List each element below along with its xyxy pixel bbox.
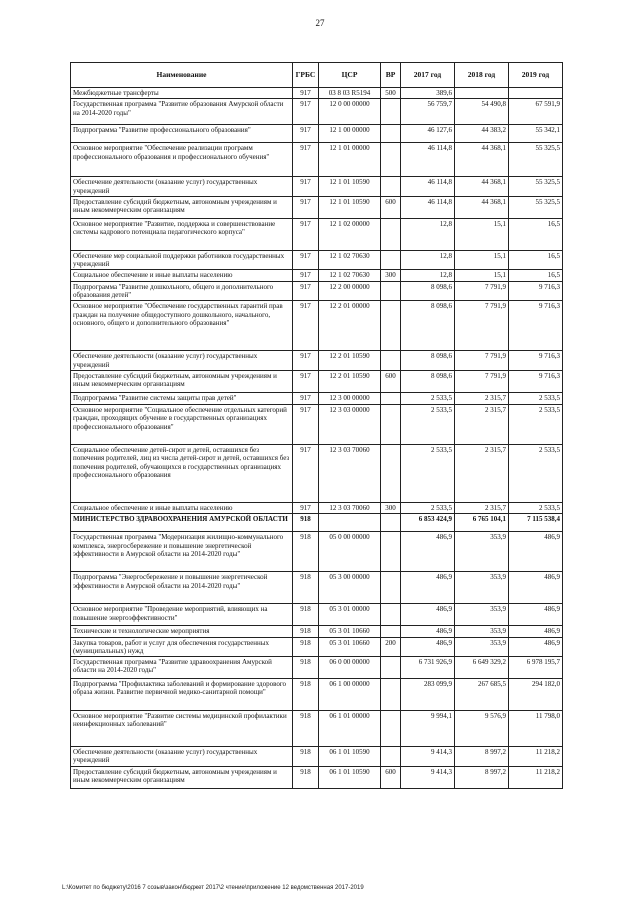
row-csr-cell: 06 0 00 00000 xyxy=(319,657,381,679)
row-vr-cell xyxy=(381,99,401,125)
row-vr-cell xyxy=(381,657,401,679)
row-2017-cell: 389,6 xyxy=(401,88,455,99)
row-2019-cell: 55 325,5 xyxy=(509,196,563,218)
header-2018: 2018 год xyxy=(455,63,509,88)
row-vr-cell xyxy=(381,177,401,197)
row-grbs-cell: 917 xyxy=(293,351,319,371)
header-2017: 2017 год xyxy=(401,63,455,88)
row-csr-cell xyxy=(319,514,381,532)
row-name-cell: Социальное обеспечение и иные выплаты населению xyxy=(71,502,293,513)
row-2018-cell: 15,1 xyxy=(455,218,509,250)
row-2019-cell: 486,9 xyxy=(509,626,563,637)
row-2018-cell: 7 791,9 xyxy=(455,351,509,371)
row-csr-cell: 06 1 01 10590 xyxy=(319,747,381,767)
row-name-cell: Социальное обеспечение и иные выплаты населению xyxy=(71,270,293,281)
row-2018-cell: 9 576,9 xyxy=(455,711,509,747)
row-csr-cell: 12 1 01 10590 xyxy=(319,177,381,197)
row-vr-cell: 600 xyxy=(381,196,401,218)
row-2017-cell: 46 114,8 xyxy=(401,143,455,177)
header-2019: 2019 год xyxy=(509,63,563,88)
row-csr-cell: 06 1 01 00000 xyxy=(319,711,381,747)
row-2017-cell: 12,8 xyxy=(401,218,455,250)
row-2019-cell: 55 325,5 xyxy=(509,143,563,177)
row-grbs-cell: 917 xyxy=(293,196,319,218)
row-2019-cell: 9 716,3 xyxy=(509,301,563,351)
row-2017-cell: 46 114,8 xyxy=(401,196,455,218)
table-row xyxy=(71,218,563,250)
table-row xyxy=(71,143,563,177)
table-row xyxy=(71,444,563,502)
row-2018-cell: 2 315,7 xyxy=(455,392,509,404)
row-grbs-cell: 917 xyxy=(293,177,319,197)
row-csr-cell: 12 0 00 00000 xyxy=(319,99,381,125)
row-grbs-cell: 918 xyxy=(293,626,319,637)
row-csr-cell: 12 2 01 00000 xyxy=(319,301,381,351)
row-grbs-cell: 917 xyxy=(293,444,319,502)
row-2019-cell: 16,5 xyxy=(509,250,563,270)
row-csr-cell: 12 1 01 10590 xyxy=(319,196,381,218)
row-grbs-cell: 918 xyxy=(293,657,319,679)
row-2018-cell: 54 490,8 xyxy=(455,99,509,125)
table-row xyxy=(71,679,563,711)
row-2019-cell: 55 342,1 xyxy=(509,125,563,143)
row-2019-cell: 7 115 538,4 xyxy=(509,514,563,532)
row-2017-cell: 9 414,3 xyxy=(401,747,455,767)
row-name-cell: Государственная программа "Развитие образования Амурской области на 2014-2020 годы" xyxy=(71,99,293,125)
row-2018-cell: 2 315,7 xyxy=(455,404,509,444)
row-vr-cell xyxy=(381,626,401,637)
budget-table xyxy=(70,62,563,789)
row-2017-cell: 2 533,5 xyxy=(401,404,455,444)
row-grbs-cell: 917 xyxy=(293,392,319,404)
row-2018-cell: 8 997,2 xyxy=(455,766,509,788)
row-grbs-cell: 917 xyxy=(293,99,319,125)
table-row xyxy=(71,88,563,99)
table-row xyxy=(71,637,563,657)
row-grbs-cell: 917 xyxy=(293,270,319,281)
footer-path: L:\Комитет по бюджету\2016 7 созыв\закон\бюджет 2017\2 чтение\приложение 12 ведомственная 2017-2019 xyxy=(62,885,364,891)
row-2019-cell: 11 218,2 xyxy=(509,766,563,788)
table-row xyxy=(71,270,563,281)
table-row xyxy=(71,125,563,143)
row-grbs-cell: 917 xyxy=(293,125,319,143)
row-csr-cell: 12 2 01 10590 xyxy=(319,370,381,392)
row-grbs-cell: 918 xyxy=(293,679,319,711)
row-vr-cell: 300 xyxy=(381,270,401,281)
row-vr-cell xyxy=(381,711,401,747)
row-2019-cell: 2 533,5 xyxy=(509,502,563,513)
row-name-cell: Обеспечение деятельности (оказание услуг) государственных учреждений xyxy=(71,177,293,197)
row-grbs-cell: 917 xyxy=(293,404,319,444)
row-2017-cell: 2 533,5 xyxy=(401,444,455,502)
row-name-cell: Основное мероприятие "Социальное обеспечение отдельных категорий граждан, проходящих обучение в государственных организациях профессионального образования" xyxy=(71,404,293,444)
row-grbs-cell: 918 xyxy=(293,637,319,657)
table-row xyxy=(71,572,563,604)
row-2018-cell: 6 649 329,2 xyxy=(455,657,509,679)
row-vr-cell: 600 xyxy=(381,370,401,392)
row-name-cell: МИНИСТЕРСТВО ЗДРАВООХРАНЕНИЯ АМУРСКОЙ ОБЛАСТИ xyxy=(71,514,293,532)
header-vr: ВР xyxy=(381,63,401,88)
row-2019-cell: 486,9 xyxy=(509,532,563,572)
table-row xyxy=(71,351,563,371)
row-2019-cell: 55 325,5 xyxy=(509,177,563,197)
row-csr-cell: 12 1 02 70630 xyxy=(319,250,381,270)
row-csr-cell: 06 1 00 00000 xyxy=(319,679,381,711)
row-2019-cell xyxy=(509,88,563,99)
row-2018-cell: 8 997,2 xyxy=(455,747,509,767)
row-2019-cell: 294 182,0 xyxy=(509,679,563,711)
row-vr-cell xyxy=(381,281,401,301)
table-row xyxy=(71,404,563,444)
row-grbs-cell: 918 xyxy=(293,711,319,747)
row-2018-cell: 15,1 xyxy=(455,270,509,281)
row-grbs-cell: 917 xyxy=(293,370,319,392)
row-grbs-cell: 917 xyxy=(293,88,319,99)
row-csr-cell: 05 3 01 00000 xyxy=(319,604,381,626)
row-2017-cell: 486,9 xyxy=(401,604,455,626)
row-2017-cell: 6 731 926,9 xyxy=(401,657,455,679)
row-name-cell: Межбюджетные трансферты xyxy=(71,88,293,99)
row-name-cell: Технические и технологические мероприятия xyxy=(71,626,293,637)
table-row xyxy=(71,514,563,532)
row-grbs-cell: 918 xyxy=(293,747,319,767)
row-csr-cell: 12 1 02 00000 xyxy=(319,218,381,250)
table-row xyxy=(71,99,563,125)
row-2019-cell: 9 716,3 xyxy=(509,370,563,392)
row-vr-cell xyxy=(381,514,401,532)
table-header-row xyxy=(71,63,563,88)
row-2018-cell: 353,9 xyxy=(455,532,509,572)
row-2018-cell: 7 791,9 xyxy=(455,301,509,351)
row-2019-cell: 2 533,5 xyxy=(509,392,563,404)
row-2018-cell: 353,9 xyxy=(455,637,509,657)
row-name-cell: Предоставление субсидий бюджетным, автономным учреждениям и иным некоммерческим организациям xyxy=(71,766,293,788)
row-vr-cell xyxy=(381,532,401,572)
row-2018-cell: 15,1 xyxy=(455,250,509,270)
row-name-cell: Социальное обеспечение детей-сирот и детей, оставшихся без попечения родителей, лиц из числа детей-сирот и детей, оставшихся без попечения родителей, обучающихся в государственных организациях профессионального образования xyxy=(71,444,293,502)
row-grbs-cell: 918 xyxy=(293,604,319,626)
row-2019-cell: 2 533,5 xyxy=(509,404,563,444)
row-name-cell: Основное мероприятие "Обеспечение государственных гарантий прав граждан на получение общедоступного дошкольного, начального, основного, общего и дополнительного образования" xyxy=(71,301,293,351)
row-vr-cell xyxy=(381,679,401,711)
row-2017-cell: 6 853 424,9 xyxy=(401,514,455,532)
row-2017-cell: 12,8 xyxy=(401,270,455,281)
row-name-cell: Государственная программа "Модернизация жилищно-коммунального комплекса, энергосбережение и повышение энергетической эффективности в Амурской области на 2014-2020 годы" xyxy=(71,532,293,572)
row-2018-cell: 44 383,2 xyxy=(455,125,509,143)
header-csr: ЦСР xyxy=(319,63,381,88)
row-grbs-cell: 918 xyxy=(293,532,319,572)
header-grbs: ГРБС xyxy=(293,63,319,88)
row-2019-cell: 486,9 xyxy=(509,572,563,604)
row-name-cell: Обеспечение мер социальной поддержки работников государственных учреждений xyxy=(71,250,293,270)
row-grbs-cell: 917 xyxy=(293,502,319,513)
row-2017-cell: 46 114,8 xyxy=(401,177,455,197)
table-row xyxy=(71,177,563,197)
row-2018-cell: 353,9 xyxy=(455,572,509,604)
row-csr-cell: 03 8 03 R5194 xyxy=(319,88,381,99)
row-name-cell: Подпрограмма "Развитие дошкольного, общего и дополнительного образования детей" xyxy=(71,281,293,301)
row-csr-cell: 12 2 00 00000 xyxy=(319,281,381,301)
row-grbs-cell: 918 xyxy=(293,514,319,532)
row-csr-cell: 12 1 01 00000 xyxy=(319,143,381,177)
table-row xyxy=(71,301,563,351)
row-vr-cell xyxy=(381,392,401,404)
table-row xyxy=(71,532,563,572)
row-2017-cell: 56 759,7 xyxy=(401,99,455,125)
row-name-cell: Основное мероприятие "Проведение мероприятий, влияющих на повышение энергоэффективности" xyxy=(71,604,293,626)
row-csr-cell: 12 3 03 00000 xyxy=(319,404,381,444)
row-2019-cell: 16,5 xyxy=(509,218,563,250)
row-vr-cell xyxy=(381,125,401,143)
row-csr-cell: 05 3 01 10660 xyxy=(319,626,381,637)
row-2018-cell: 44 368,1 xyxy=(455,177,509,197)
row-vr-cell: 600 xyxy=(381,766,401,788)
row-2017-cell: 8 098,6 xyxy=(401,370,455,392)
row-2017-cell: 2 533,5 xyxy=(401,392,455,404)
row-2018-cell xyxy=(455,88,509,99)
page-number: 27 xyxy=(315,18,325,28)
table-row xyxy=(71,392,563,404)
table-body xyxy=(71,88,563,789)
row-name-cell: Предоставление субсидий бюджетным, автономным учреждениям и иным некоммерческим организациям xyxy=(71,196,293,218)
table-row xyxy=(71,370,563,392)
row-name-cell: Подпрограмма "Развитие профессионального образования" xyxy=(71,125,293,143)
row-vr-cell xyxy=(381,444,401,502)
row-grbs-cell: 917 xyxy=(293,250,319,270)
row-2017-cell: 46 127,6 xyxy=(401,125,455,143)
row-name-cell: Обеспечение деятельности (оказание услуг) государственных учреждений xyxy=(71,747,293,767)
row-vr-cell xyxy=(381,404,401,444)
table-row xyxy=(71,502,563,513)
table-row xyxy=(71,766,563,788)
row-vr-cell: 300 xyxy=(381,502,401,513)
row-grbs-cell: 918 xyxy=(293,572,319,604)
table-row xyxy=(71,747,563,767)
row-2017-cell: 9 994,1 xyxy=(401,711,455,747)
table-row xyxy=(71,604,563,626)
row-name-cell: Подпрограмма "Профилактика заболеваний и формирование здорового образа жизни. Развитие первичной медико-санитарной помощи" xyxy=(71,679,293,711)
row-2019-cell: 6 978 195,7 xyxy=(509,657,563,679)
row-csr-cell: 12 3 03 70060 xyxy=(319,444,381,502)
row-grbs-cell: 917 xyxy=(293,281,319,301)
row-2017-cell: 12,8 xyxy=(401,250,455,270)
row-name-cell: Обеспечение деятельности (оказание услуг) государственных учреждений xyxy=(71,351,293,371)
table-row xyxy=(71,281,563,301)
row-2017-cell: 486,9 xyxy=(401,626,455,637)
table-row xyxy=(71,626,563,637)
row-csr-cell: 12 3 03 70060 xyxy=(319,502,381,513)
row-2017-cell: 2 533,5 xyxy=(401,502,455,513)
row-grbs-cell: 918 xyxy=(293,766,319,788)
row-2019-cell: 67 591,9 xyxy=(509,99,563,125)
row-name-cell: Государственная программа "Развитие здравоохранения Амурской области на 2014-2020 годы" xyxy=(71,657,293,679)
row-csr-cell: 05 3 01 10660 xyxy=(319,637,381,657)
row-vr-cell xyxy=(381,218,401,250)
row-2018-cell: 2 315,7 xyxy=(455,444,509,502)
row-2018-cell: 7 791,9 xyxy=(455,370,509,392)
row-2018-cell: 353,9 xyxy=(455,604,509,626)
row-name-cell: Закупка товаров, работ и услуг для обеспечения государственных (муниципальных) нужд xyxy=(71,637,293,657)
header-name: Наименование xyxy=(71,63,293,88)
row-name-cell: Основное мероприятие "Обеспечение реализации программ профессионального образования и профессионального обучения" xyxy=(71,143,293,177)
row-csr-cell: 12 1 02 70630 xyxy=(319,270,381,281)
row-name-cell: Подпрограмма "Развитие системы защиты прав детей" xyxy=(71,392,293,404)
row-2017-cell: 8 098,6 xyxy=(401,351,455,371)
row-2017-cell: 486,9 xyxy=(401,532,455,572)
row-vr-cell xyxy=(381,143,401,177)
row-2018-cell: 6 765 104,1 xyxy=(455,514,509,532)
row-grbs-cell: 917 xyxy=(293,301,319,351)
row-name-cell: Основное мероприятие "Развитие, поддержка и совершенствование системы кадрового потенциала педагогического корпуса" xyxy=(71,218,293,250)
row-name-cell: Основное мероприятие "Развитие системы медицинской профилактики неинфекционных заболеваний" xyxy=(71,711,293,747)
row-2018-cell: 44 368,1 xyxy=(455,196,509,218)
row-2017-cell: 486,9 xyxy=(401,637,455,657)
row-2019-cell: 16,5 xyxy=(509,270,563,281)
row-2019-cell: 11 798,0 xyxy=(509,711,563,747)
row-vr-cell xyxy=(381,747,401,767)
row-2019-cell: 11 218,2 xyxy=(509,747,563,767)
row-csr-cell: 05 3 00 00000 xyxy=(319,572,381,604)
row-2017-cell: 9 414,3 xyxy=(401,766,455,788)
row-vr-cell xyxy=(381,250,401,270)
row-csr-cell: 12 1 00 00000 xyxy=(319,125,381,143)
row-vr-cell xyxy=(381,572,401,604)
row-2017-cell: 8 098,6 xyxy=(401,281,455,301)
row-2019-cell: 9 716,3 xyxy=(509,281,563,301)
table-row xyxy=(71,250,563,270)
row-2017-cell: 8 098,6 xyxy=(401,301,455,351)
row-2019-cell: 486,9 xyxy=(509,604,563,626)
table-row xyxy=(71,196,563,218)
row-2019-cell: 9 716,3 xyxy=(509,351,563,371)
row-2019-cell: 2 533,5 xyxy=(509,444,563,502)
row-2019-cell: 486,9 xyxy=(509,637,563,657)
row-vr-cell xyxy=(381,351,401,371)
row-grbs-cell: 917 xyxy=(293,218,319,250)
row-vr-cell: 200 xyxy=(381,637,401,657)
row-2018-cell: 267 685,5 xyxy=(455,679,509,711)
row-vr-cell: 500 xyxy=(381,88,401,99)
row-2018-cell: 353,9 xyxy=(455,626,509,637)
row-csr-cell: 05 0 00 00000 xyxy=(319,532,381,572)
row-2018-cell: 7 791,9 xyxy=(455,281,509,301)
row-name-cell: Подпрограмма "Энергосбережение и повышение энергетической эффективности в Амурской области на 2014-2020 годы" xyxy=(71,572,293,604)
row-name-cell: Предоставление субсидий бюджетным, автономным учреждениям и иным некоммерческим организациям xyxy=(71,370,293,392)
row-2018-cell: 44 368,1 xyxy=(455,143,509,177)
row-vr-cell xyxy=(381,301,401,351)
row-vr-cell xyxy=(381,604,401,626)
row-csr-cell: 12 3 00 00000 xyxy=(319,392,381,404)
row-grbs-cell: 917 xyxy=(293,143,319,177)
table-row xyxy=(71,711,563,747)
row-csr-cell: 06 1 01 10590 xyxy=(319,766,381,788)
row-csr-cell: 12 2 01 10590 xyxy=(319,351,381,371)
row-2018-cell: 2 315,7 xyxy=(455,502,509,513)
row-2017-cell: 486,9 xyxy=(401,572,455,604)
row-2017-cell: 283 099,9 xyxy=(401,679,455,711)
table-row xyxy=(71,657,563,679)
